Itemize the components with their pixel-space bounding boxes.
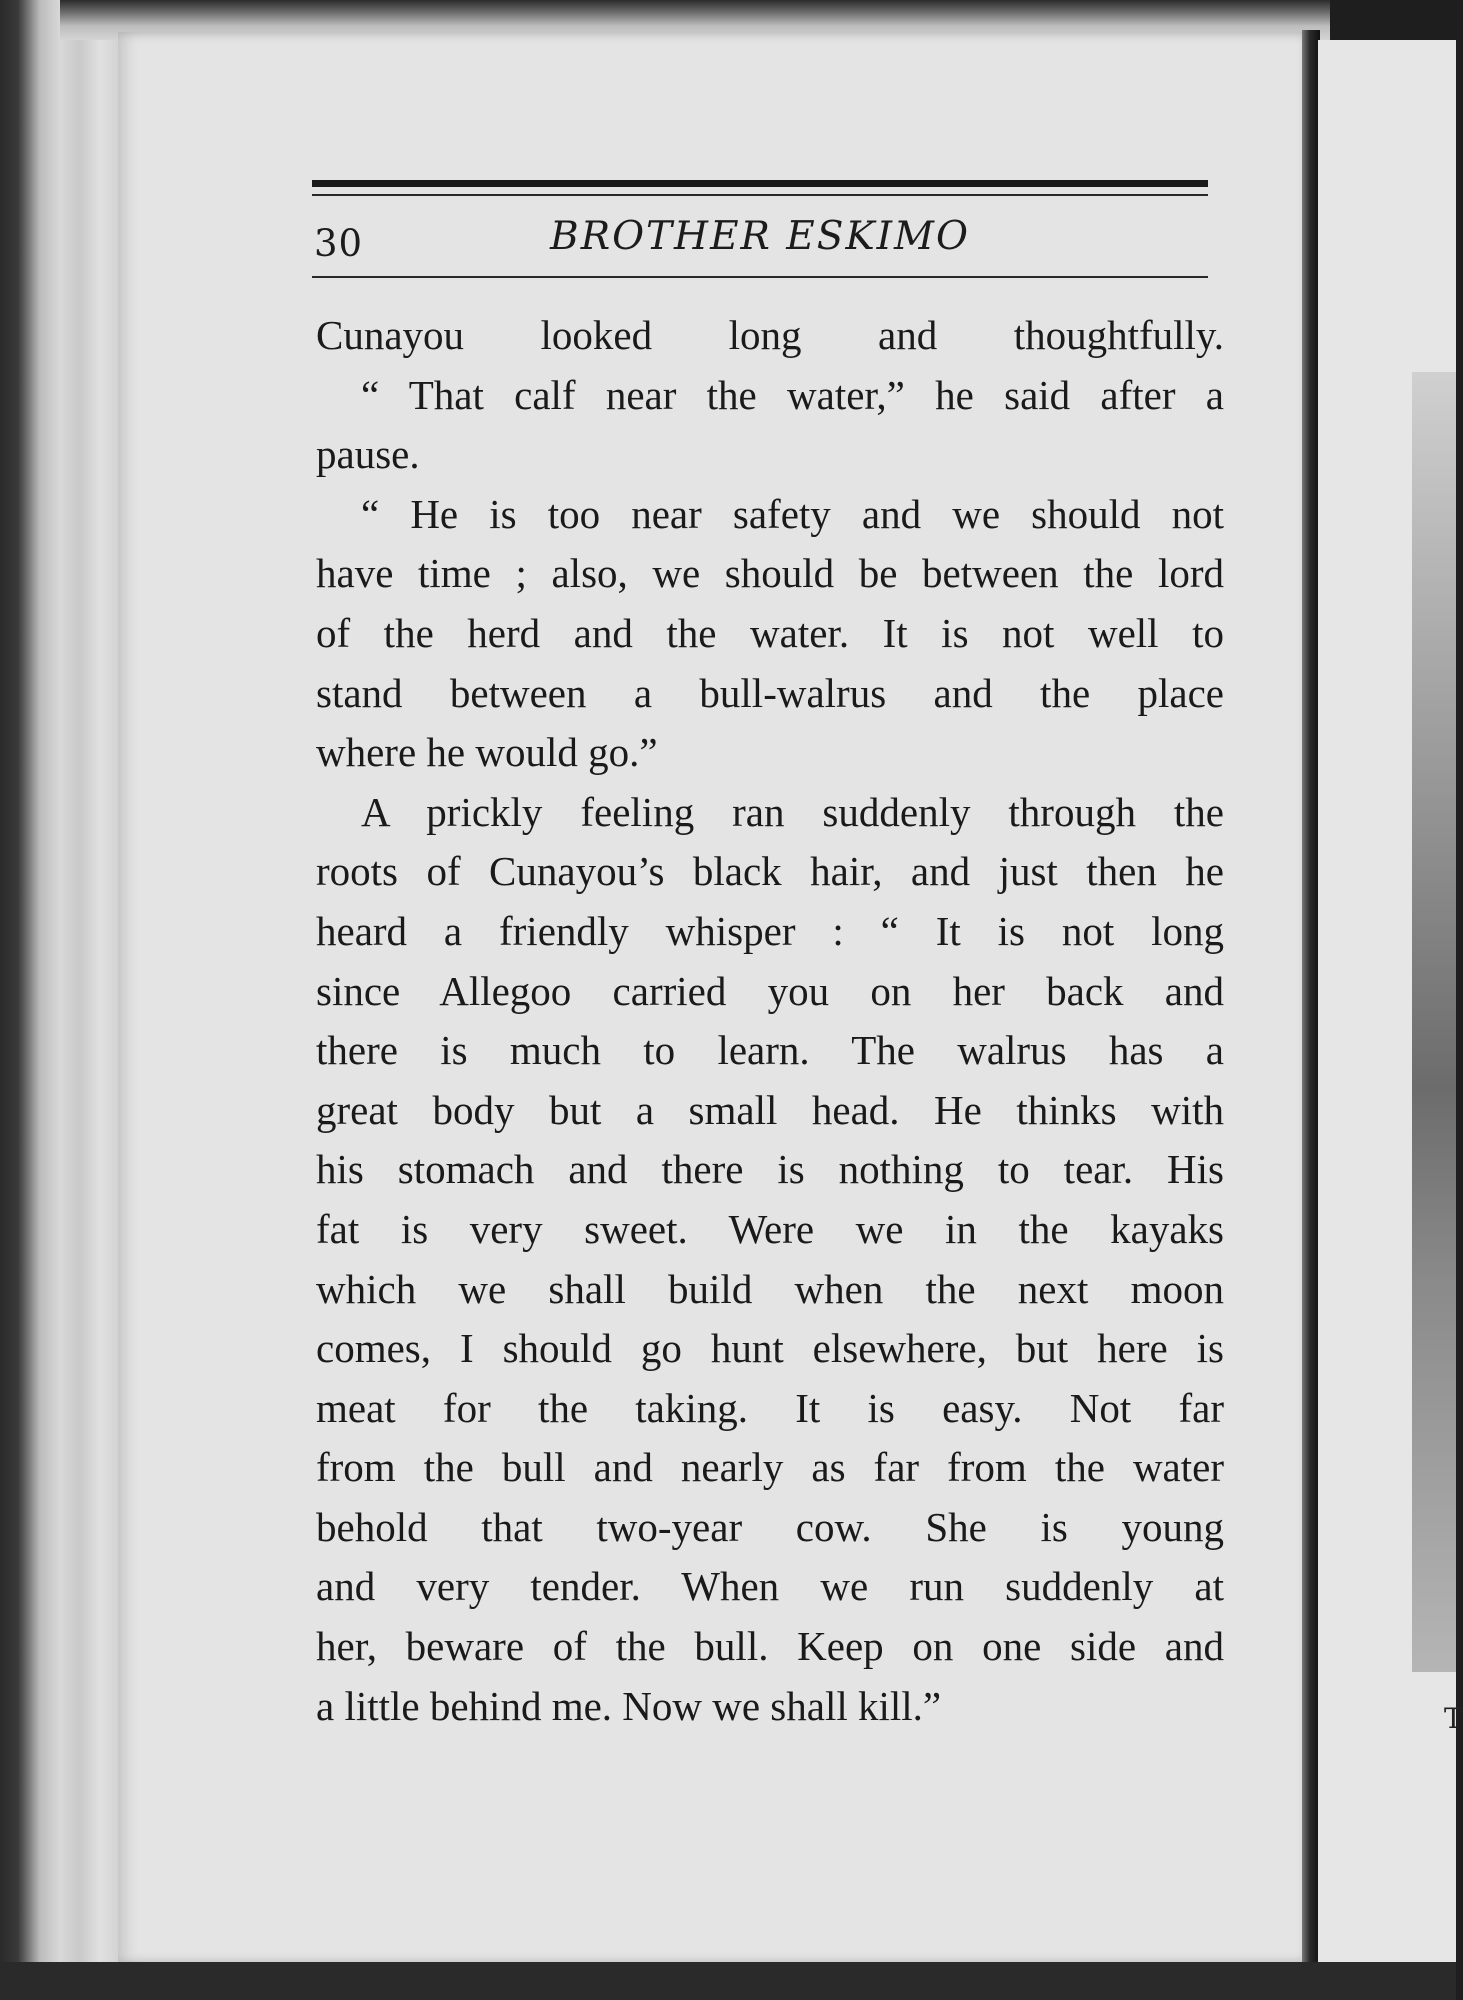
text-line: “ That calf near the water,” he said after a bbox=[361, 371, 1224, 418]
header-rule-thin bbox=[312, 194, 1208, 196]
text-line: roots of Cunayou’s black hair, and just then he bbox=[316, 848, 1224, 895]
text-line: great body but a small head. He thinks with bbox=[316, 1086, 1224, 1133]
header-rule-thick bbox=[312, 180, 1208, 187]
text-line: stand between a bull-walrus and the place bbox=[316, 669, 1224, 716]
bottom-shadow bbox=[0, 1962, 1456, 2000]
text-line: from the bull and nearly as far from the water bbox=[316, 1444, 1224, 1491]
facing-page-illustration bbox=[1412, 372, 1456, 1672]
page-number: 30 bbox=[314, 222, 364, 265]
text-line: of the herd and the water. It is not well to bbox=[316, 609, 1224, 656]
text-line: A prickly feeling ran suddenly through the bbox=[361, 788, 1224, 835]
text-line: comes, I should go hunt elsewhere, but here is bbox=[316, 1325, 1224, 1372]
text-line: and very tender. When we run suddenly at bbox=[316, 1563, 1224, 1610]
text-line: meat for the taking. It is easy. Not far bbox=[316, 1384, 1224, 1431]
text-line: a little behind me. Now we shall kill.” bbox=[316, 1682, 942, 1729]
text-line: there is much to learn. The walrus has a bbox=[316, 1027, 1224, 1074]
text-line: since Allegoo carried you on her back and bbox=[316, 967, 1224, 1014]
running-head: BROTHER ESKIMO bbox=[550, 214, 970, 259]
text-line: Cunayou looked long and thoughtfully. bbox=[316, 312, 1224, 358]
text-line: behold that two-year cow. She is young bbox=[316, 1503, 1224, 1550]
text-line: heard a friendly whisper : “ It is not long bbox=[316, 907, 1224, 954]
text-line: fat is very sweet. Were we in the kayaks bbox=[316, 1205, 1224, 1252]
body-text bbox=[316, 306, 1224, 1736]
text-line: where he would go.” bbox=[316, 729, 658, 776]
text-line: her, beware of the bull. Keep on one side and bbox=[316, 1623, 1224, 1670]
text-line: pause. bbox=[316, 431, 420, 478]
facing-page-caption: T bbox=[1444, 1702, 1463, 1735]
text-line: “ He is too near safety and we should not bbox=[361, 490, 1224, 537]
header-rule-under bbox=[312, 276, 1208, 278]
text-line: his stomach and there is nothing to tear. His bbox=[316, 1146, 1224, 1193]
text-line: have time ; also, we should be between the lord bbox=[316, 550, 1224, 597]
text-line: which we shall build when the next moon bbox=[316, 1265, 1224, 1312]
